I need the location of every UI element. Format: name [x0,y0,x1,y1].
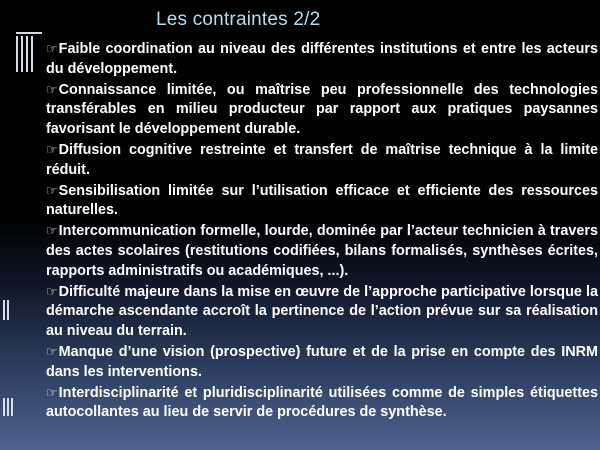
bullet-text: Diffusion cognitive restreinte et transfert de maîtrise technique à la limite réduit. [46,141,598,178]
bullet-item [46,181,598,222]
pointing-hand-icon: ☞ [46,283,58,299]
pointing-hand-icon: ☞ [46,223,58,239]
pointing-hand-icon: ☞ [46,41,58,56]
top-left-decoration [16,32,42,72]
bullet-text: Connaissance limitée, ou maîtrise peu professionnelle des technologies transférables en milieu producteur par rapport aux pratiques paysannes favorisant le développement durable. [46,81,598,138]
bullet-text: Interdisciplinarité et pluridisciplinarité utilisées comme de simples étiquettes autocollantes au lieu de servir de procédures de synthèse. [46,384,598,421]
bullet-item [46,342,598,383]
bullet-item [46,140,598,181]
bullet-item [46,80,598,140]
pointing-hand-icon: ☞ [46,141,58,157]
bullet-text: Intercommunication formelle, lourde, dominée par l’acteur technicien à travers des actes scolaires (restitutions codifiées, bilans formalisés, synthèses écrites, rapports administratifs ou académiques, ...). [46,223,598,279]
bullet-text: Difficulté majeure dans la mise en œuvre de l’approche participative lorsque la démarche ascendante accroît la pertinence de l’action prévue sur sa réalisation au niveau du terrain. [46,283,598,340]
bullet-item [46,383,598,424]
bullet-text: Faible coordination au niveau des différentes institutions et entre les acteurs du développement. [46,41,598,77]
bullet-item [46,221,598,281]
bullet-text: Sensibilisation limitée sur l’utilisation efficace et efficiente des ressources naturelles. [46,182,598,219]
pointing-hand-icon: ☞ [46,384,58,400]
slide-title: Les contraintes 2/2 [156,9,321,30]
pointing-hand-icon: ☞ [46,343,58,359]
bullet-item [46,282,598,342]
pointing-hand-icon: ☞ [46,182,58,198]
bullet-list [46,39,598,423]
bullet-text: Manque d’une vision (prospective) future et de la prise en compte des INRM dans les interventions. [46,343,598,380]
bullet-item [46,39,598,80]
pointing-hand-icon: ☞ [46,81,58,97]
